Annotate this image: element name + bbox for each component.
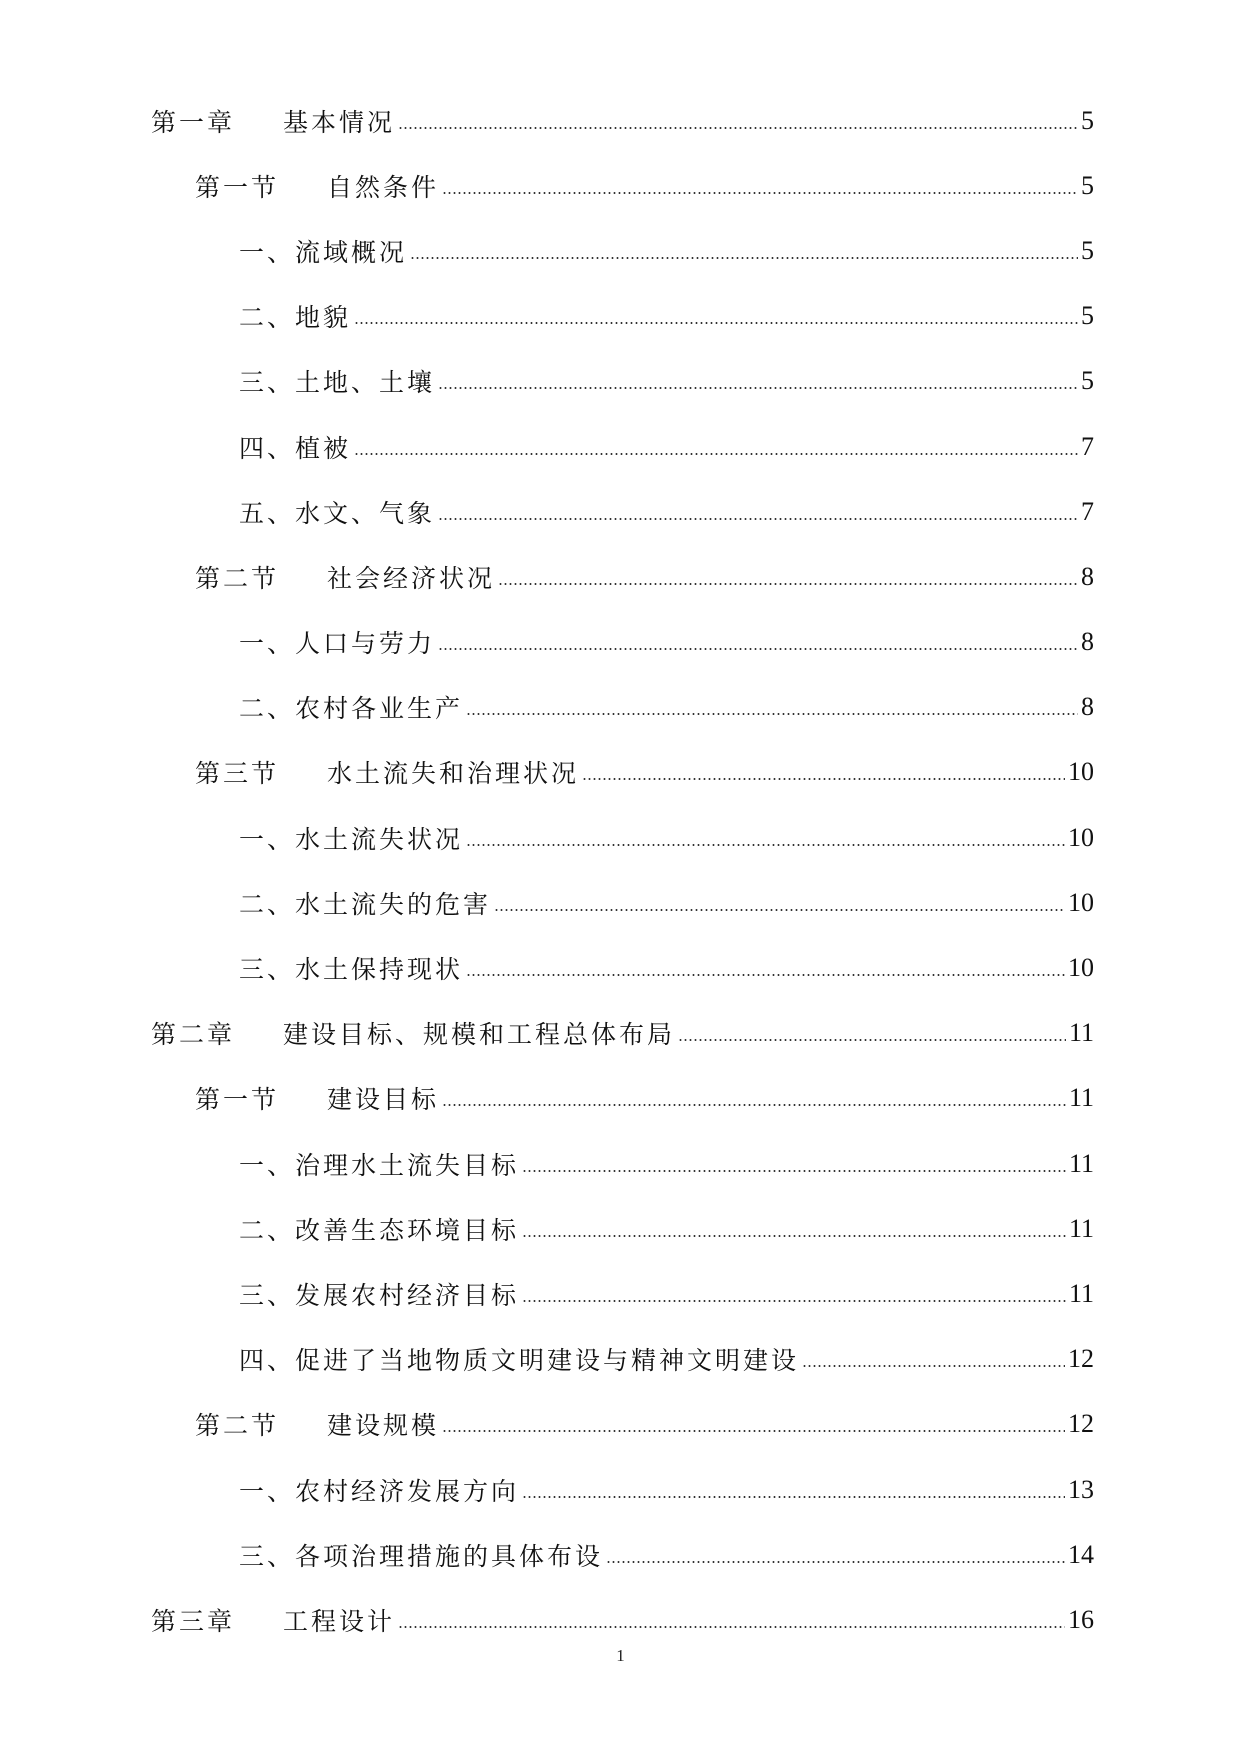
dot-leader — [438, 387, 1078, 389]
toc-entry-number: 一、 — [239, 1150, 296, 1180]
dot-leader — [802, 1365, 1065, 1367]
dot-leader — [522, 1170, 1066, 1172]
toc-entry-page: 5 — [1081, 235, 1094, 265]
toc-entry-title: 水土流失和治理状况 — [327, 759, 580, 789]
toc-entry-number: 四、 — [239, 1346, 296, 1376]
toc-entry-number: 第三节 — [195, 759, 280, 789]
toc-entry-page: 11 — [1068, 1278, 1094, 1308]
dot-leader — [410, 257, 1078, 259]
dot-leader — [582, 778, 1065, 780]
toc-entry-number: 第三章 — [151, 1606, 236, 1636]
toc-entry[interactable] — [0, 414, 1241, 479]
toc-entry-number: 三、 — [239, 1541, 296, 1571]
toc-entry[interactable] — [0, 1066, 1241, 1131]
dot-leader — [494, 909, 1065, 911]
toc-entry-title: 自然条件 — [327, 172, 440, 202]
toc-entry-page: 5 — [1081, 366, 1094, 396]
toc-entry-number: 二、 — [239, 889, 296, 919]
toc-entry-title: 水文、气象 — [295, 498, 436, 528]
page-number: 1 — [616, 1646, 625, 1665]
toc-entry-title: 农村经济发展方向 — [295, 1476, 520, 1506]
toc-entry-page: 5 — [1081, 105, 1094, 135]
toc-entry-number: 第一节 — [195, 1085, 280, 1115]
dot-leader — [438, 648, 1078, 650]
toc-entry-page: 11 — [1068, 1148, 1094, 1178]
toc-entry-page: 5 — [1081, 170, 1094, 200]
toc-entry-title: 工程设计 — [283, 1606, 396, 1636]
toc-entry-page: 14 — [1068, 1539, 1094, 1569]
toc-entry-title: 农村各业生产 — [295, 694, 464, 724]
toc-entry-number: 三、 — [239, 955, 296, 985]
dot-leader — [354, 322, 1078, 324]
toc-entry-page: 5 — [1081, 301, 1094, 331]
toc-entry-page: 8 — [1081, 692, 1094, 722]
toc-entry-title: 地貌 — [295, 303, 352, 333]
toc-entry[interactable] — [0, 1001, 1241, 1066]
toc-entry-title: 促进了当地物质文明建设与精神文明建设 — [295, 1346, 800, 1376]
toc-entry[interactable] — [0, 675, 1241, 740]
toc-entry-number: 第二节 — [195, 1411, 280, 1441]
toc-entry-title: 流域概况 — [295, 237, 408, 267]
toc-entry[interactable] — [0, 88, 1241, 153]
toc-entry[interactable] — [0, 1131, 1241, 1196]
toc-entry-title: 建设规模 — [327, 1411, 440, 1441]
toc-entry-number: 一、 — [239, 237, 296, 267]
dot-leader — [522, 1300, 1066, 1302]
toc-entry[interactable] — [0, 1196, 1241, 1261]
dot-leader — [442, 1104, 1066, 1106]
toc-entry[interactable] — [0, 284, 1241, 349]
dot-leader — [522, 1235, 1066, 1237]
toc-entry-title: 社会经济状况 — [327, 563, 496, 593]
toc-entry-title: 各项治理措施的具体布设 — [295, 1541, 604, 1571]
toc-entry-page: 10 — [1068, 953, 1094, 983]
toc-entry-page: 12 — [1068, 1409, 1094, 1439]
toc-entry-page: 8 — [1081, 627, 1094, 657]
dot-leader — [442, 1430, 1065, 1432]
toc-entry[interactable] — [0, 805, 1241, 870]
toc-entry-title: 发展农村经济目标 — [295, 1280, 520, 1310]
toc-entry-page: 13 — [1068, 1474, 1094, 1504]
toc-entry-page: 11 — [1068, 1083, 1094, 1113]
toc-entry[interactable] — [0, 1522, 1241, 1587]
toc-entry-title: 建设目标 — [327, 1085, 440, 1115]
toc-entry-page: 8 — [1081, 561, 1094, 591]
toc-entry-page: 12 — [1068, 1344, 1094, 1374]
toc-entry-page: 11 — [1068, 1213, 1094, 1243]
toc-entry-title: 基本情况 — [283, 107, 396, 137]
toc-entry-page: 7 — [1081, 496, 1094, 526]
dot-leader — [438, 518, 1078, 520]
dot-leader — [466, 974, 1065, 976]
toc-entry[interactable] — [0, 1327, 1241, 1392]
toc-entry[interactable] — [0, 349, 1241, 414]
toc-entry[interactable] — [0, 153, 1241, 218]
dot-leader — [678, 1039, 1066, 1041]
toc-entry-number: 第二节 — [195, 563, 280, 593]
toc-entry-title: 水土流失的危害 — [295, 889, 492, 919]
dot-leader — [398, 1626, 1065, 1628]
toc-entry-number: 一、 — [239, 824, 296, 854]
toc-entry[interactable] — [0, 479, 1241, 544]
toc-entry-number: 第二章 — [151, 1020, 236, 1050]
dot-leader — [466, 713, 1078, 715]
toc-entry-page: 10 — [1068, 887, 1094, 917]
toc-entry-title: 人口与劳力 — [295, 629, 436, 659]
toc-entry-title: 水土保持现状 — [295, 955, 464, 985]
toc-entry-title: 建设目标、规模和工程总体布局 — [283, 1020, 676, 1050]
toc-entry-title: 水土流失状况 — [295, 824, 464, 854]
toc-entry-page: 7 — [1081, 431, 1094, 461]
toc-entry-number: 三、 — [239, 1280, 296, 1310]
toc-entry-page: 16 — [1068, 1604, 1094, 1634]
toc-entry-title: 改善生态环境目标 — [295, 1215, 520, 1245]
toc-entry[interactable] — [0, 935, 1241, 1000]
toc-entry-number: 第一节 — [195, 172, 280, 202]
dot-leader — [606, 1561, 1065, 1563]
toc-entry[interactable] — [0, 1392, 1241, 1457]
dot-leader — [522, 1496, 1065, 1498]
toc-entry[interactable] — [0, 610, 1241, 675]
toc-entry-number: 第一章 — [151, 107, 236, 137]
toc-entry-page: 10 — [1068, 757, 1094, 787]
dot-leader — [398, 127, 1078, 129]
toc-entry[interactable] — [0, 544, 1241, 609]
toc-entry-number: 五、 — [239, 498, 296, 528]
toc-entry-page: 10 — [1068, 822, 1094, 852]
toc-entry[interactable] — [0, 870, 1241, 935]
toc-entry[interactable] — [0, 1261, 1241, 1326]
toc-entry-number: 二、 — [239, 303, 296, 333]
dot-leader — [498, 583, 1078, 585]
toc-entry[interactable] — [0, 740, 1241, 805]
toc-entry-title: 植被 — [295, 433, 352, 463]
toc-entry-number: 三、 — [239, 368, 296, 398]
toc-entry[interactable] — [0, 1587, 1241, 1652]
toc-entry[interactable] — [0, 1457, 1241, 1522]
dot-leader — [442, 192, 1078, 194]
toc-entry-number: 一、 — [239, 1476, 296, 1506]
toc-entry[interactable] — [0, 218, 1241, 283]
toc-entry-page: 11 — [1068, 1018, 1094, 1048]
toc-entry-number: 四、 — [239, 433, 296, 463]
table-of-contents — [0, 88, 1241, 1653]
toc-entry-title: 治理水土流失目标 — [295, 1150, 520, 1180]
toc-entry-title: 土地、土壤 — [295, 368, 436, 398]
toc-entry-number: 一、 — [239, 629, 296, 659]
dot-leader — [354, 453, 1078, 455]
dot-leader — [466, 844, 1065, 846]
toc-entry-number: 二、 — [239, 694, 296, 724]
toc-entry-number: 二、 — [239, 1215, 296, 1245]
